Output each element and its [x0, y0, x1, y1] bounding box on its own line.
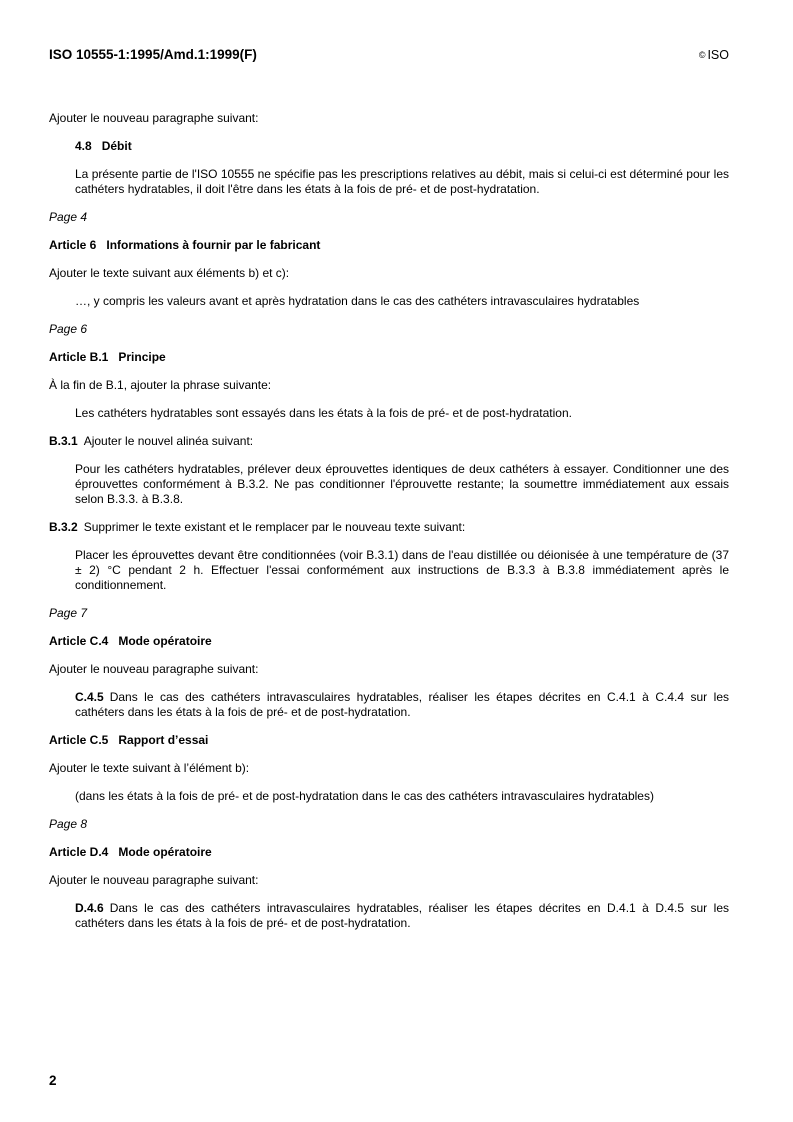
article-title: Rapport d’essai [118, 733, 209, 747]
page-reference: Page 4 [49, 210, 88, 224]
document-body [49, 111, 729, 944]
page-reference: Page 6 [49, 322, 88, 336]
article-number: Article B.1 [49, 350, 109, 364]
subclause-instruction [49, 520, 729, 535]
article-number: Article 6 [49, 238, 97, 252]
subclause-ref: D.4.6 [75, 901, 104, 915]
page-header [49, 47, 729, 67]
amendment-text: Placer les éprouvettes devant être conditionnées (voir B.3.1) dans de l'eau distillée ou déionisée à une température de (37 ± 2) °C pendant 2 h. Effectuer l'essai conformément aux instructions de B.3.3 à B.3.8 immédiatement après le conditionnement. [75, 548, 729, 592]
article-title: Mode opératoire [118, 634, 212, 648]
instruction-text: Ajouter le nouveau paragraphe suivant: [49, 873, 259, 887]
instruction-text: Ajouter le nouveau paragraphe suivant: [49, 111, 259, 125]
article-heading [49, 845, 729, 860]
article-heading [49, 350, 729, 365]
subclause-instruction [49, 434, 729, 449]
article-number: Article C.4 [49, 634, 109, 648]
instruction-text: À la fin de B.1, ajouter la phrase suivante: [49, 378, 272, 392]
article-heading [49, 733, 729, 748]
instruction-text: Ajouter le texte suivant aux éléments b) et c): [49, 266, 290, 280]
amendment-text [75, 901, 729, 931]
subclause-ref: B.3.1 [49, 434, 78, 448]
amendment-text: (dans les états à la fois de pré- et de post-hydratation dans le cas des cathéters intravasculaires hydratables) [75, 789, 654, 803]
page-reference: Page 7 [49, 606, 88, 620]
instruction-text: Ajouter le nouvel alinéa suivant: [83, 434, 254, 448]
subclause-text: Dans le cas des cathéters intravasculaires hydratables, réaliser les étapes décrites en D.4.1 à D.4.5 sur les cathéters dans les états à la fois de pré- et de post-hydratation. [75, 901, 729, 930]
instruction-text: Ajouter le nouveau paragraphe suivant: [49, 662, 259, 676]
clause-heading [75, 139, 729, 154]
article-title: Principe [118, 350, 166, 364]
amendment-text: Les cathéters hydratables sont essayés dans les états à la fois de pré- et de post-hydratation. [75, 406, 572, 420]
article-title: Informations à fournir par le fabricant [106, 238, 321, 252]
copyright-notice [699, 48, 729, 63]
subclause-ref: B.3.2 [49, 520, 78, 534]
instruction-text: Supprimer le texte existant et le remplacer par le nouveau texte suivant: [83, 520, 466, 534]
copyright-holder: ISO [707, 48, 729, 62]
article-heading [49, 634, 729, 649]
clause-text: La présente partie de l'ISO 10555 ne spécifie pas les prescriptions relatives au débit, mais si celui-ci est déterminé pour les cathéters hydratables, il doit l'être dans les états à la fois de pré- et de post-hydratation. [75, 167, 729, 196]
page-reference: Page 8 [49, 817, 88, 831]
article-title: Mode opératoire [118, 845, 212, 859]
clause-title: Débit [101, 139, 132, 153]
article-heading [49, 238, 729, 253]
amendment-text [75, 690, 729, 720]
instruction-text: Ajouter le texte suivant à l’élément b): [49, 761, 250, 775]
amendment-text: …, y compris les valeurs avant et après hydratation dans le cas des cathéters intravasculaires hydratables [75, 294, 640, 308]
subclause-text: Dans le cas des cathéters intravasculaires hydratables, réaliser les étapes décrites en C.4.1 à C.4.4 sur les cathéters dans les états à la fois de pré- et de post-hydratation. [75, 690, 729, 719]
article-number: Article D.4 [49, 845, 109, 859]
page-number: 2 [49, 1073, 57, 1088]
clause-number: 4.8 [75, 139, 92, 153]
article-number: Article C.5 [49, 733, 109, 747]
copyright-symbol: © [698, 50, 706, 60]
amendment-text: Pour les cathéters hydratables, prélever deux éprouvettes identiques de deux cathéters à essayer. Conditionner une des éprouvettes conformément à B.3.2. Ne pas conditionner l'éprouvette restante; la soumettre immédiatement aux essais selon B.3.3. à B.3.8. [75, 462, 729, 506]
subclause-ref: C.4.5 [75, 690, 104, 704]
document-id: ISO 10555-1:1995/Amd.1:1999(F) [49, 47, 257, 62]
